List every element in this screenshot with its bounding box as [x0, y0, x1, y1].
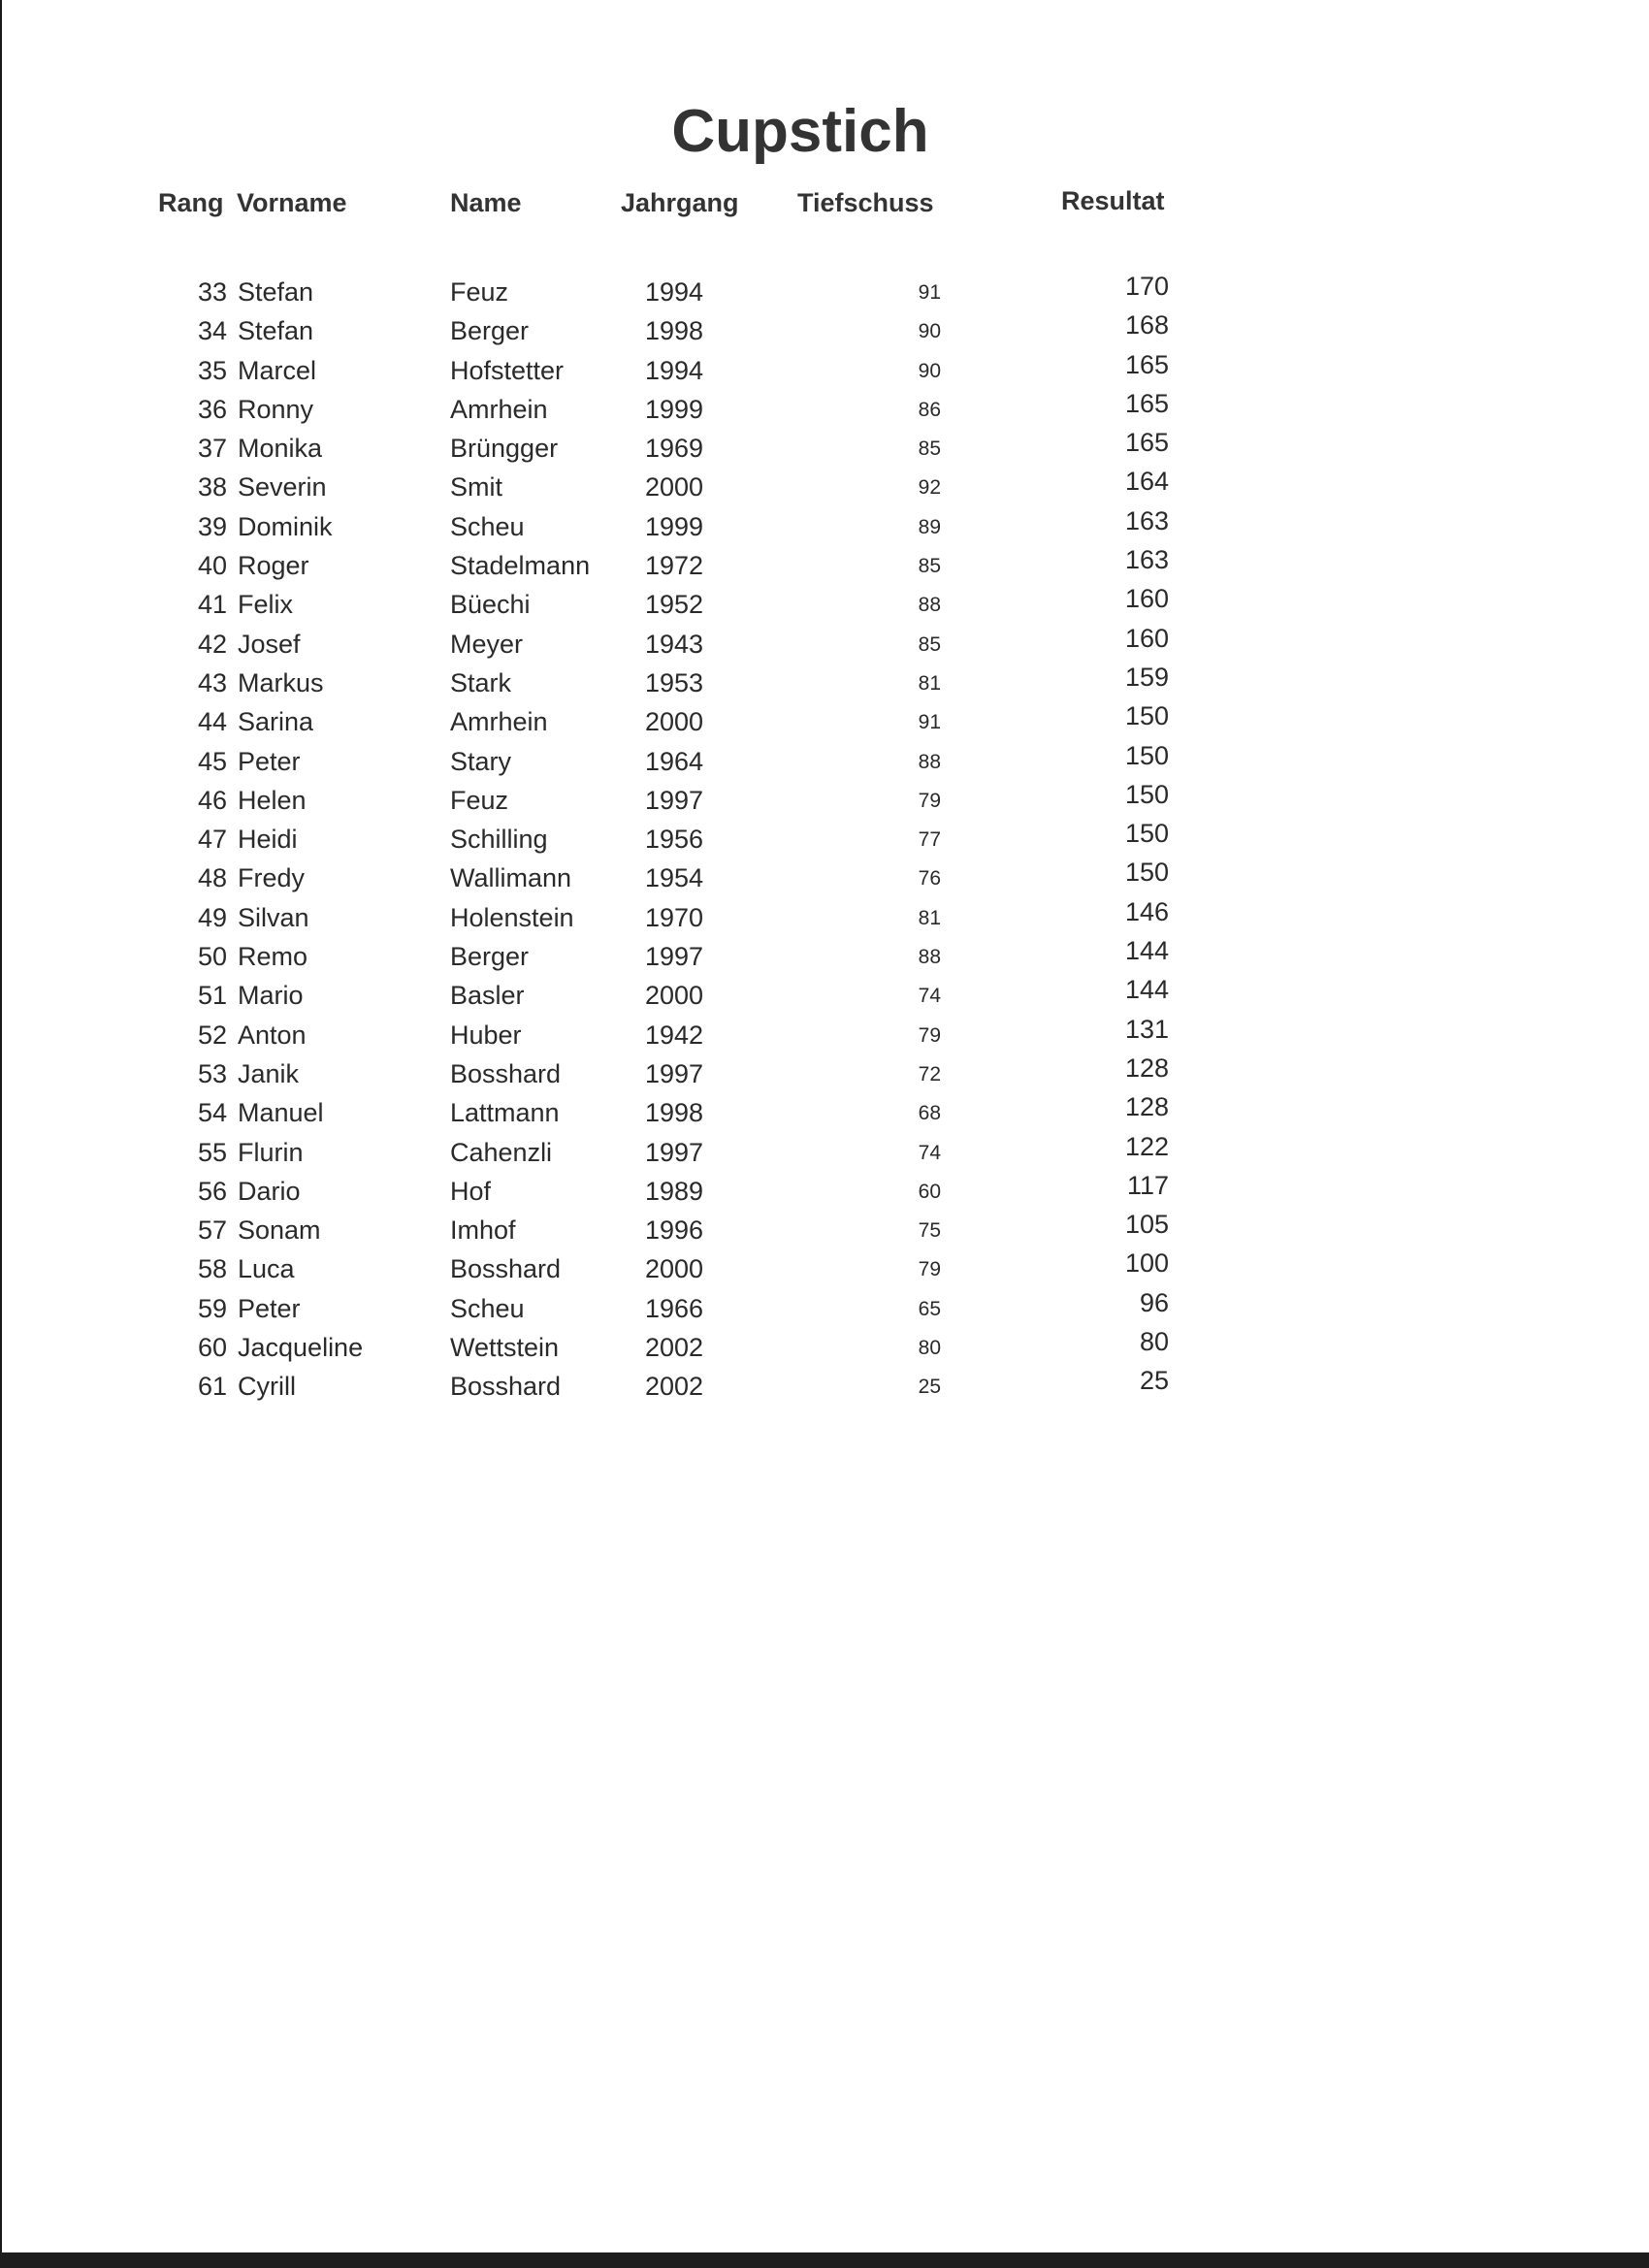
table-row — [0, 741, 1649, 780]
table-row — [0, 389, 1649, 428]
tiefschuss-cell: 72 — [918, 1062, 941, 1085]
jahrgang-cell: 2002 — [644, 1372, 704, 1402]
tiefschuss-cell: 74 — [918, 1141, 941, 1164]
vorname-cell: Luca — [238, 1254, 295, 1284]
vorname-cell: Janik — [238, 1058, 300, 1088]
table-row — [0, 467, 1649, 505]
jahrgang-cell: 2000 — [644, 1254, 704, 1284]
resultat-cell: 144 — [1124, 936, 1169, 966]
jahrgang-cell: 1956 — [644, 825, 704, 855]
resultat-cell: 170 — [1124, 272, 1169, 301]
rang-cell: 39 — [197, 511, 227, 541]
rang-cell: 34 — [197, 316, 227, 346]
jahrgang-cell: 1942 — [644, 1020, 704, 1050]
tiefschuss-cell: 79 — [918, 1023, 941, 1047]
table-row — [0, 545, 1649, 584]
jahrgang-cell: 1954 — [644, 863, 704, 893]
tiefschuss-cell: 74 — [918, 985, 941, 1008]
jahrgang-cell: 1998 — [644, 316, 704, 346]
resultat-cell: 165 — [1124, 428, 1169, 458]
rang-cell: 54 — [197, 1098, 227, 1128]
table-row — [0, 780, 1649, 819]
tiefschuss-cell: 68 — [918, 1102, 941, 1125]
table-row — [0, 936, 1649, 975]
resultat-cell: 128 — [1124, 1053, 1169, 1083]
name-cell: Lattmann — [450, 1098, 560, 1128]
name-cell: Hofstetter — [450, 355, 565, 385]
name-cell: Wallimann — [450, 863, 572, 893]
jahrgang-cell: 1952 — [644, 590, 704, 620]
tiefschuss-cell: 90 — [918, 359, 941, 382]
jahrgang-cell: 1970 — [644, 902, 704, 932]
header-jahrgang: Jahrgang — [621, 188, 739, 217]
tiefschuss-cell: 60 — [918, 1180, 941, 1203]
name-cell: Hof — [450, 1176, 492, 1206]
jahrgang-cell: 2002 — [644, 1333, 704, 1363]
tiefschuss-cell: 80 — [918, 1337, 941, 1360]
jahrgang-cell: 1994 — [644, 355, 704, 385]
rang-cell: 42 — [197, 629, 227, 659]
vorname-cell: Ronny — [238, 394, 314, 424]
resultat-cell: 150 — [1124, 819, 1169, 849]
jahrgang-cell: 1999 — [644, 511, 704, 541]
vorname-cell: Severin — [238, 472, 327, 502]
rang-cell: 52 — [197, 1020, 227, 1050]
name-cell: Scheu — [450, 511, 525, 541]
vorname-cell: Monika — [238, 434, 323, 464]
name-cell: Schilling — [450, 825, 548, 855]
table-row — [0, 272, 1649, 310]
vorname-cell: Felix — [238, 590, 294, 620]
vorname-cell: Marcel — [238, 355, 317, 385]
resultat-cell: 150 — [1124, 701, 1169, 731]
vorname-cell: Josef — [238, 629, 301, 659]
rang-cell: 56 — [197, 1176, 227, 1206]
rang-cell: 43 — [197, 667, 227, 697]
rang-cell: 40 — [197, 551, 227, 581]
resultat-cell: 164 — [1124, 467, 1169, 497]
table-row — [0, 428, 1649, 467]
jahrgang-cell: 2000 — [644, 472, 704, 502]
vorname-cell: Stefan — [238, 316, 314, 346]
vorname-cell: Jacqueline — [238, 1333, 364, 1363]
resultat-cell: 128 — [1124, 1092, 1169, 1122]
name-cell: Stark — [450, 667, 512, 697]
resultat-cell: 144 — [1124, 975, 1169, 1005]
vorname-cell: Flurin — [238, 1137, 304, 1167]
tiefschuss-cell: 85 — [918, 555, 941, 578]
tiefschuss-cell: 89 — [918, 515, 941, 538]
vorname-cell: Stefan — [238, 277, 314, 307]
jahrgang-cell: 1966 — [644, 1293, 704, 1323]
name-cell: Smit — [450, 472, 502, 502]
vorname-cell: Fredy — [238, 863, 306, 893]
name-cell: Feuz — [450, 277, 509, 307]
resultat-cell: 165 — [1124, 349, 1169, 379]
resultat-cell: 100 — [1124, 1248, 1169, 1279]
jahrgang-cell: 1997 — [644, 1058, 704, 1088]
vorname-cell: Peter — [238, 1293, 301, 1323]
table-row — [0, 975, 1649, 1014]
name-cell: Bosshard — [450, 1058, 562, 1088]
name-cell: Stadelmann — [450, 551, 591, 581]
table-row — [0, 1327, 1649, 1366]
vorname-cell: Anton — [238, 1020, 307, 1050]
rang-cell: 46 — [197, 785, 227, 815]
resultat-cell: 150 — [1124, 858, 1169, 888]
table-row — [0, 1210, 1649, 1248]
table-row — [0, 624, 1649, 663]
table-row — [0, 506, 1649, 545]
tiefschuss-cell: 81 — [918, 906, 941, 929]
header-vorname: Vorname — [237, 188, 347, 217]
tiefschuss-cell: 76 — [918, 867, 941, 891]
tiefschuss-cell: 88 — [918, 594, 941, 617]
jahrgang-cell: 1999 — [644, 394, 704, 424]
tiefschuss-cell: 88 — [918, 750, 941, 773]
results-table — [0, 272, 1649, 1406]
rang-cell: 59 — [197, 1293, 227, 1323]
rang-cell: 44 — [197, 707, 227, 737]
name-cell: Berger — [450, 316, 530, 346]
tiefschuss-cell: 85 — [918, 632, 941, 656]
rang-cell: 50 — [197, 942, 227, 972]
rang-cell: 33 — [197, 277, 227, 307]
jahrgang-cell: 1997 — [644, 1137, 704, 1167]
header-resultat: Resultat — [1061, 186, 1165, 215]
table-row — [0, 1171, 1649, 1210]
name-cell: Bosshard — [450, 1254, 562, 1284]
vorname-cell: Cyrill — [238, 1372, 296, 1402]
tiefschuss-cell: 65 — [918, 1297, 941, 1320]
vorname-cell: Peter — [238, 746, 301, 776]
tiefschuss-cell: 81 — [918, 671, 941, 695]
rang-cell: 35 — [197, 355, 227, 385]
table-row — [0, 310, 1649, 349]
vorname-cell: Markus — [238, 667, 324, 697]
name-cell: Bosshard — [450, 1372, 562, 1402]
tiefschuss-cell: 25 — [918, 1376, 941, 1399]
jahrgang-cell: 1997 — [644, 785, 704, 815]
vorname-cell: Heidi — [238, 825, 298, 855]
tiefschuss-cell: 79 — [918, 1258, 941, 1281]
tiefschuss-cell: 86 — [918, 398, 941, 421]
resultat-cell: 131 — [1124, 1014, 1169, 1044]
jahrgang-cell: 1953 — [644, 667, 704, 697]
rang-cell: 41 — [197, 590, 227, 620]
resultat-cell: 25 — [1139, 1366, 1169, 1396]
header-rang: Rang — [158, 188, 224, 217]
resultat-cell: 160 — [1124, 584, 1169, 614]
vorname-cell: Dario — [238, 1176, 301, 1206]
resultat-cell: 105 — [1124, 1210, 1169, 1240]
resultat-cell: 163 — [1124, 545, 1169, 575]
name-cell: Feuz — [450, 785, 509, 815]
vorname-cell: Sonam — [238, 1215, 321, 1246]
rang-cell: 45 — [197, 746, 227, 776]
table-row — [0, 701, 1649, 740]
name-cell: Brüngger — [450, 434, 559, 464]
tiefschuss-cell: 75 — [918, 1219, 941, 1243]
jahrgang-cell: 1996 — [644, 1215, 704, 1246]
tiefschuss-cell: 77 — [918, 828, 941, 852]
name-cell: Huber — [450, 1020, 522, 1050]
tiefschuss-cell: 92 — [918, 476, 941, 500]
resultat-cell: 159 — [1124, 662, 1169, 692]
vorname-cell: Roger — [238, 551, 309, 581]
vorname-cell: Helen — [238, 785, 307, 815]
name-cell: Amrhein — [450, 707, 548, 737]
jahrgang-cell: 1989 — [644, 1176, 704, 1206]
vorname-cell: Mario — [238, 981, 304, 1011]
table-row — [0, 584, 1649, 623]
resultat-cell: 165 — [1124, 388, 1169, 418]
name-cell: Wettstein — [450, 1333, 560, 1363]
tiefschuss-cell: 91 — [918, 281, 941, 304]
name-cell: Stary — [450, 746, 512, 776]
vorname-cell: Dominik — [238, 511, 333, 541]
table-row — [0, 819, 1649, 858]
table-row — [0, 1132, 1649, 1171]
name-cell: Basler — [450, 981, 525, 1011]
table-row — [0, 1015, 1649, 1053]
header-tiefschuss: Tiefschuss — [797, 188, 934, 217]
table-row — [0, 1366, 1649, 1405]
jahrgang-cell: 1997 — [644, 942, 704, 972]
jahrgang-cell: 1964 — [644, 746, 704, 776]
resultat-cell: 80 — [1139, 1327, 1169, 1357]
resultat-cell: 160 — [1124, 623, 1169, 653]
resultat-cell: 163 — [1124, 505, 1169, 535]
rang-cell: 38 — [197, 472, 227, 502]
resultat-cell: 150 — [1124, 740, 1169, 770]
table-row — [0, 858, 1649, 896]
resultat-cell: 168 — [1124, 310, 1169, 340]
rang-cell: 60 — [197, 1333, 227, 1363]
rang-cell: 58 — [197, 1254, 227, 1284]
name-cell: Meyer — [450, 629, 524, 659]
header-name: Name — [450, 188, 522, 217]
jahrgang-cell: 1972 — [644, 551, 704, 581]
rang-cell: 47 — [197, 825, 227, 855]
rang-cell: 36 — [197, 394, 227, 424]
resultat-cell: 96 — [1139, 1287, 1169, 1317]
name-cell: Imhof — [450, 1215, 516, 1246]
vorname-cell: Remo — [238, 942, 308, 972]
resultat-cell: 122 — [1124, 1131, 1169, 1161]
name-cell: Büechi — [450, 590, 531, 620]
name-cell: Scheu — [450, 1293, 525, 1323]
table-row — [0, 1248, 1649, 1287]
tiefschuss-cell: 79 — [918, 789, 941, 812]
table-row — [0, 350, 1649, 389]
table-row — [0, 1288, 1649, 1327]
rang-cell: 55 — [197, 1137, 227, 1167]
page-title: Cupstich — [671, 98, 929, 165]
rang-cell: 49 — [197, 902, 227, 932]
table-row — [0, 663, 1649, 701]
name-cell: Cahenzli — [450, 1137, 553, 1167]
jahrgang-cell: 2000 — [644, 707, 704, 737]
table-row — [0, 1092, 1649, 1131]
name-cell: Amrhein — [450, 394, 548, 424]
tiefschuss-cell: 88 — [918, 946, 941, 969]
name-cell: Berger — [450, 942, 530, 972]
jahrgang-cell: 2000 — [644, 981, 704, 1011]
tiefschuss-cell: 91 — [918, 711, 941, 734]
resultat-cell: 150 — [1124, 779, 1169, 809]
name-cell: Holenstein — [450, 902, 574, 932]
rang-cell: 51 — [197, 981, 227, 1011]
scan-edge-bottom — [0, 2252, 1649, 2268]
resultat-cell: 117 — [1126, 1170, 1169, 1200]
jahrgang-cell: 1943 — [644, 629, 704, 659]
vorname-cell: Manuel — [238, 1098, 324, 1128]
jahrgang-cell: 1998 — [644, 1098, 704, 1128]
jahrgang-cell: 1969 — [644, 434, 704, 464]
tiefschuss-cell: 85 — [918, 437, 941, 461]
table-row — [0, 897, 1649, 936]
rang-cell: 53 — [197, 1058, 227, 1088]
rang-cell: 48 — [197, 863, 227, 893]
rang-cell: 61 — [197, 1372, 227, 1402]
rang-cell: 57 — [197, 1215, 227, 1246]
table-row — [0, 1053, 1649, 1092]
rang-cell: 37 — [197, 434, 227, 464]
resultat-cell: 146 — [1124, 896, 1169, 926]
vorname-cell: Sarina — [238, 707, 314, 737]
vorname-cell: Silvan — [238, 902, 309, 932]
tiefschuss-cell: 90 — [918, 320, 941, 343]
jahrgang-cell: 1994 — [644, 277, 704, 307]
